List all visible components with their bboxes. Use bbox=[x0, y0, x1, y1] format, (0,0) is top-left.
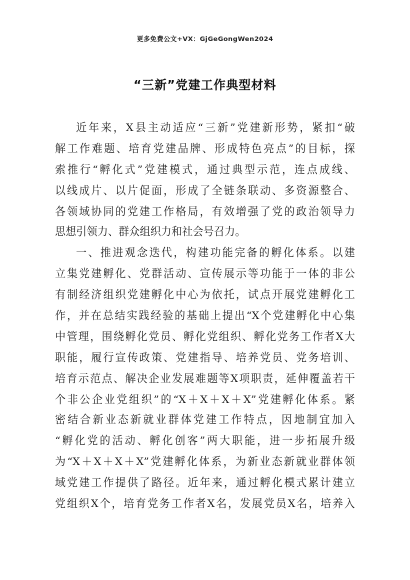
paragraph-line: 解工作难题、培育党建品牌、形成特色亮点”的目标，探 bbox=[55, 142, 355, 155]
paragraph-line: 个非公企业党组织”的“X＋X＋X＋X”党建孵化体系。紧 bbox=[55, 393, 355, 406]
paragraph-line: 域党建工作提供了路径。近年来，通过孵化模式累计建立 bbox=[55, 477, 355, 490]
paragraph-line: 为“X＋X＋X＋X”党建孵化体系，为新业态新就业群体领 bbox=[55, 456, 355, 469]
paragraph-line: 近年来，X县主动适应“三新”党建新形势，紧扣“破 bbox=[76, 122, 355, 134]
paragraph-line: 思想引领力、群众组织力和社会号召力。 bbox=[55, 226, 246, 239]
paragraph-line: 索推行“孵化式”党建模式，通过典型示范，连点成线、 bbox=[55, 163, 355, 176]
paragraph-line: 以线成片、以片促面，形成了全链条联动、多资源整合、 bbox=[55, 184, 355, 197]
paragraph-line: 培育示范点、解决企业发展难题等X项职责，延伸覆盖若干 bbox=[55, 372, 355, 385]
paragraph-line: 党组织X个，培育党务工作者X名，发展党员X名，培养入 bbox=[55, 498, 355, 511]
paragraph-line: 一、推进观念迭代，构建功能完备的孵化体系。以建 bbox=[76, 247, 355, 260]
document-body bbox=[55, 118, 355, 515]
paragraph-line: 立集党建孵化、党群活动、宣传展示等功能于一体的非公 bbox=[55, 268, 355, 281]
paragraph-line: “孵化党的活动、孵化创客”两大职能，进一步拓展升级 bbox=[55, 435, 355, 448]
paragraph-line: 各领域协同的党建工作格局，有效增强了党的政治领导力 bbox=[55, 205, 355, 218]
paragraph-line: 有制经济组织党建孵化中心为依托，试点开展党建孵化工 bbox=[55, 289, 355, 302]
paragraph-line: 职能，履行宣传政策、党建指导、培养党员、党务培训、 bbox=[55, 351, 355, 364]
header-note: 更多免费公文+VX：GjGeGongWen2024 bbox=[136, 35, 274, 43]
paragraph-line: 作，并在总结实践经验的基础上提出“X个党建孵化中心集 bbox=[55, 310, 355, 323]
paragraph-line: 密结合新业态新就业群体党建工作特点，因地制宜加入 bbox=[55, 414, 355, 427]
paragraph-line: 中管理，围绕孵化党员、孵化党组织、孵化党务工作者X大 bbox=[55, 330, 355, 343]
document-title: “三新”党建工作典型材料 bbox=[133, 78, 277, 92]
